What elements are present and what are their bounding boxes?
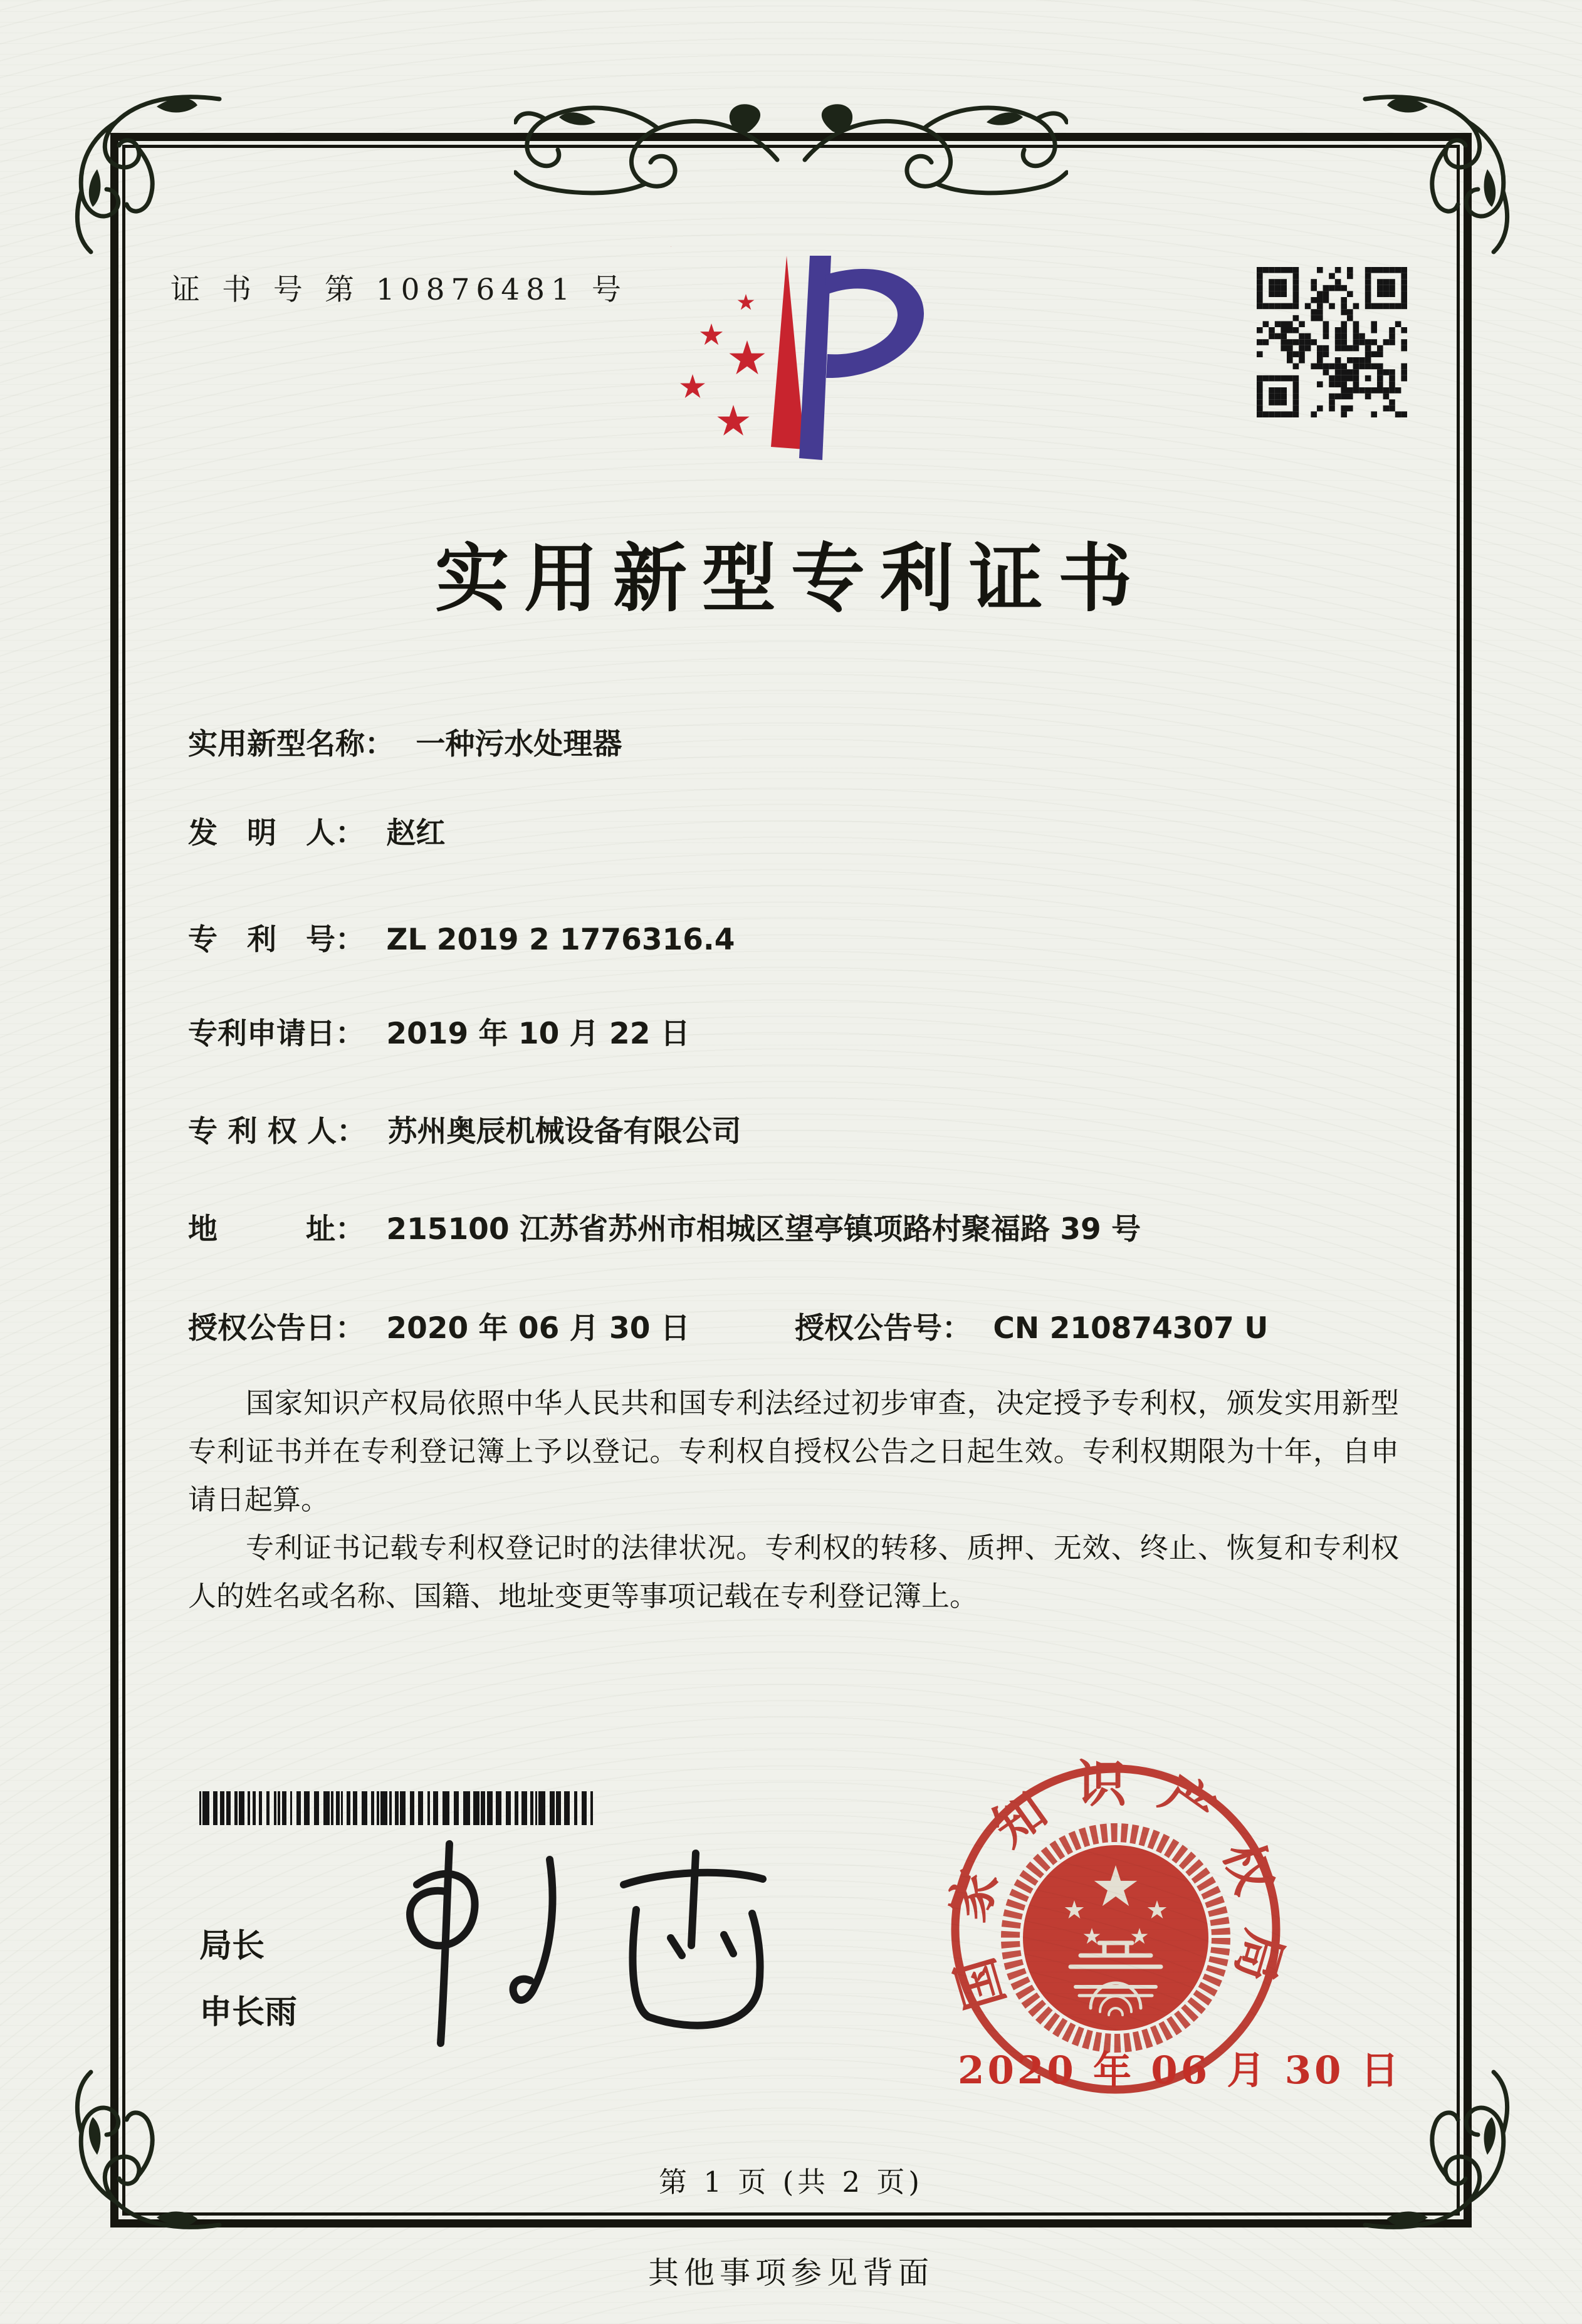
field-value: ZL 2019 2 1776316.4: [386, 923, 735, 957]
field-address: [188, 1206, 1141, 1248]
cnipa-logo: [671, 246, 928, 484]
page-number-footer: 第 1 页 (共 2 页): [659, 2165, 923, 2199]
legal-paragraph-1: 国家知识产权局依照中华人民共和国专利法经过初步审查，决定授予专利权，颁发实用新型专利证书并在专利登记簿上予以登记。专利权自授权公告之日起生效。专利权期限为十年，自申请日起算。: [188, 1386, 1399, 1516]
field-patent-number: [188, 916, 735, 958]
grant-date-label: 授权公告日：: [188, 1311, 365, 1346]
field-label: 专 利 权 人：: [188, 1114, 367, 1149]
field-grant-row: [188, 1305, 1398, 1347]
field-value: 215100 江苏省苏州市相城区望亭镇项路村聚福路 39 号: [386, 1212, 1141, 1247]
corner-ornament-top-left: [63, 88, 238, 263]
corner-ornament-bottom-left: [63, 2061, 238, 2236]
signer-title: 局长: [199, 1927, 265, 1965]
field-label: 地 址：: [188, 1212, 365, 1247]
field-filing-date: [188, 1010, 690, 1052]
field-value: 赵红: [386, 816, 446, 851]
certificate-title: 实用新型专利证书: [434, 535, 1147, 622]
field-utility-model-name: [188, 721, 622, 763]
handwritten-signature: [285, 1825, 812, 2063]
grant-number-value: CN 210874307 U: [993, 1311, 1269, 1346]
national-emblem: [1010, 1833, 1221, 2043]
signer-name: 申长雨: [199, 1994, 298, 2031]
field-label: 实用新型名称：: [188, 727, 394, 762]
certificate-number: 证 书 号 第 10876481 号: [170, 273, 627, 307]
top-center-ornament-left: [514, 85, 783, 222]
seal-date: 2020 年 06 月 30 日: [958, 2048, 1402, 2093]
back-side-note: 其他事项参见背面: [647, 2255, 934, 2291]
field-patentee: [188, 1108, 741, 1150]
top-center-ornament-right: [799, 85, 1068, 222]
field-label: 专利申请日：: [188, 1017, 365, 1051]
seal-arc-text: 国家知识产权局: [937, 1755, 1294, 2016]
legal-text: [188, 1379, 1399, 1620]
grant-number: [795, 1305, 1268, 1347]
field-value: 2019 年 10 月 22 日: [386, 1017, 690, 1051]
corner-ornament-top-right: [1346, 88, 1522, 263]
qr-code: [1257, 267, 1407, 417]
field-value: 一种污水处理器: [416, 727, 622, 762]
field-label: 专 利 号：: [188, 923, 365, 957]
grant-number-label: 授权公告号：: [795, 1311, 972, 1346]
field-label: 发 明 人：: [188, 816, 365, 851]
field-value: 苏州奥辰机械设备有限公司: [387, 1114, 741, 1149]
legal-paragraph-2: 专利证书记载专利权登记时的法律状况。专利权的转移、质押、无效、终止、恢复和专利权人的姓名或名称、国籍、地址变更等事项记载在专利登记簿上。: [188, 1531, 1399, 1613]
field-inventor: [188, 810, 445, 852]
barcode: [199, 1791, 597, 1825]
grant-date-value: 2020 年 06 月 30 日: [386, 1311, 690, 1346]
